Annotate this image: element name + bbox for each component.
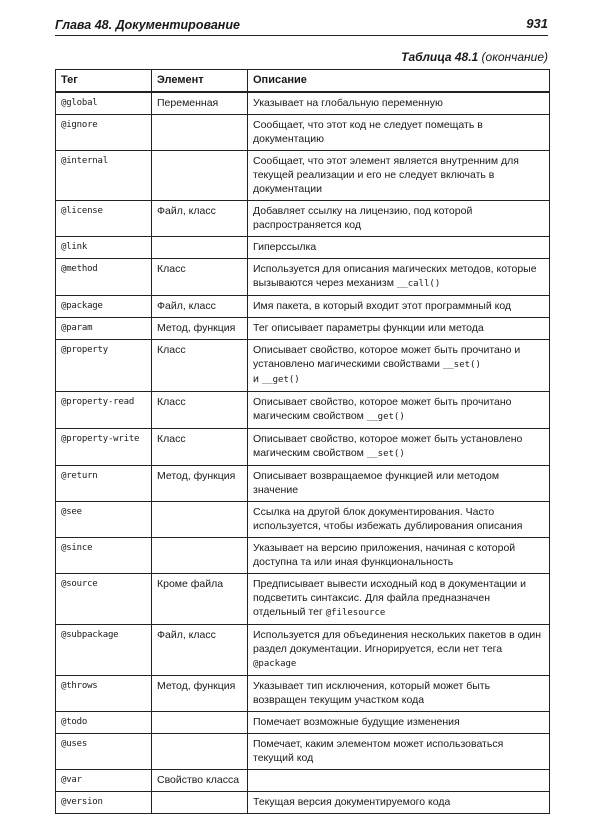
description-text: Гиперссылка [253, 241, 317, 253]
description-text: Предписывает вывести исходный код в документации и подсветить синтаксис. Для файла предназначен отдельный тег [253, 578, 526, 618]
element-cell: Метод, функция [152, 676, 248, 712]
description-cell [248, 237, 550, 259]
element-cell: Класс [152, 392, 248, 429]
tag-cell: @package [56, 296, 152, 318]
description-text: Тег описывает параметры функции или метода [253, 322, 484, 334]
tag-cell: @param [56, 318, 152, 340]
description-cell [248, 115, 550, 151]
tag-cell: @internal [56, 151, 152, 201]
tag-cell: @uses [56, 734, 152, 770]
element-cell: Файл, класс [152, 201, 248, 237]
description-text: Описывает свойство, которое может быть установлено магическим свойством [253, 433, 523, 459]
tag-cell: @property [56, 340, 152, 392]
element-cell: Кроме файла [152, 574, 248, 625]
table-row [56, 466, 550, 502]
table-row [56, 151, 550, 201]
tag-cell: @subpackage [56, 625, 152, 676]
description-cell [248, 392, 550, 429]
description-cell [248, 502, 550, 538]
inline-code: __get() [261, 375, 300, 385]
description-cell [248, 151, 550, 201]
tag-cell: @see [56, 502, 152, 538]
description-cell [248, 734, 550, 770]
element-cell [152, 502, 248, 538]
element-cell: Класс [152, 429, 248, 466]
description-cell [248, 712, 550, 734]
element-cell [152, 792, 248, 814]
description-cell [248, 792, 550, 814]
table-caption [401, 50, 548, 64]
element-cell: Файл, класс [152, 625, 248, 676]
description-text: Помечает возможные будущие изменения [253, 716, 460, 728]
description-text: Добавляет ссылку на лицензию, под которой распространяется код [253, 205, 473, 231]
page-header [55, 16, 548, 38]
tag-cell: @throws [56, 676, 152, 712]
description-cell [248, 466, 550, 502]
description-text: Текущая версия документируемого кода [253, 796, 451, 808]
description-cell [248, 429, 550, 466]
column-header-element: Элемент [152, 70, 248, 93]
tags-table [55, 69, 550, 814]
element-cell: Класс [152, 259, 248, 296]
table-row [56, 792, 550, 814]
header-rule [55, 35, 548, 36]
description-cell [248, 574, 550, 625]
column-header-tag: Тег [56, 70, 152, 93]
table-row [56, 712, 550, 734]
table-row [56, 392, 550, 429]
table-row [56, 676, 550, 712]
description-cell [248, 676, 550, 712]
description-text: Описывает свойство, которое может быть прочитано и установлено магическими свойствами [253, 344, 521, 370]
element-cell: Класс [152, 340, 248, 392]
table-row [56, 502, 550, 538]
element-cell: Метод, функция [152, 318, 248, 340]
tag-cell: @property-read [56, 392, 152, 429]
inline-code: __get() [366, 412, 405, 422]
table-header-row [56, 70, 550, 93]
table-row [56, 574, 550, 625]
description-cell [248, 340, 550, 392]
description-text: Используется для объединения нескольких пакетов в один раздел документации. Игнорируется, если нет тега [253, 629, 542, 655]
description-text: Указывает на глобальную переменную [253, 97, 443, 109]
table-row [56, 538, 550, 574]
table-caption-continuation: (окончание) [481, 50, 548, 64]
table-row [56, 115, 550, 151]
column-header-description: Описание [248, 70, 550, 93]
table-row [56, 429, 550, 466]
description-text: Сообщает, что этот код не следует помещать в документацию [253, 119, 483, 145]
description-text: Описывает возвращаемое функцией или методом значение [253, 470, 500, 496]
tag-cell: @todo [56, 712, 152, 734]
description-text-continued: и [253, 373, 259, 385]
element-cell: Файл, класс [152, 296, 248, 318]
inline-code: __set() [366, 449, 405, 459]
element-cell: Свойство класса [152, 770, 248, 792]
table-row [56, 259, 550, 296]
element-cell: Переменная [152, 92, 248, 115]
table-row [56, 318, 550, 340]
tag-cell: @method [56, 259, 152, 296]
description-text: Ссылка на другой блок документирования. Часто используется, чтобы избежать дублирования описания [253, 506, 523, 532]
tag-cell: @link [56, 237, 152, 259]
page-number: 931 [526, 16, 548, 31]
description-cell [248, 201, 550, 237]
description-text: Описывает свойство, которое может быть прочитано магическим свойством [253, 396, 512, 422]
description-text: Имя пакета, в который входит этот программный код [253, 300, 512, 312]
tag-cell: @version [56, 792, 152, 814]
tag-cell: @global [56, 92, 152, 115]
inline-code: __call() [396, 279, 441, 289]
element-cell [152, 151, 248, 201]
table-row [56, 296, 550, 318]
tag-cell: @source [56, 574, 152, 625]
description-cell [248, 538, 550, 574]
element-cell [152, 237, 248, 259]
inline-code: @package [253, 659, 297, 669]
tag-cell: @var [56, 770, 152, 792]
table-row [56, 92, 550, 115]
description-text: Указывает на версию приложения, начиная с которой доступна та или иная функциональность [253, 542, 516, 568]
element-cell: Метод, функция [152, 466, 248, 502]
table-row [56, 201, 550, 237]
description-cell [248, 259, 550, 296]
description-cell [248, 92, 550, 115]
description-text: Помечает, каким элементом может использоваться текущий код [253, 738, 504, 764]
description-cell [248, 625, 550, 676]
tag-cell: @return [56, 466, 152, 502]
tag-cell: @license [56, 201, 152, 237]
tag-cell: @property-write [56, 429, 152, 466]
table-caption-label: Таблица 48.1 [401, 50, 479, 64]
element-cell [152, 538, 248, 574]
inline-code: __set() [442, 360, 481, 370]
table-row [56, 340, 550, 392]
table-row [56, 770, 550, 792]
description-cell [248, 296, 550, 318]
tag-cell: @ignore [56, 115, 152, 151]
table-row [56, 734, 550, 770]
description-cell [248, 318, 550, 340]
element-cell [152, 115, 248, 151]
description-text: Указывает тип исключения, который может быть возвращен текущим участком кода [253, 680, 491, 706]
table-row [56, 237, 550, 259]
chapter-title: Глава 48. Документирование [55, 18, 240, 32]
element-cell [152, 712, 248, 734]
description-text: Сообщает, что этот элемент является внутренним для текущей реализации и его не следует включать в документации [253, 155, 519, 195]
table-body [56, 92, 550, 814]
description-text: Используется для описания магических методов, которые вызываются через механизм [253, 263, 537, 289]
tag-cell: @since [56, 538, 152, 574]
table-row [56, 625, 550, 676]
element-cell [152, 734, 248, 770]
inline-code: @filesource [325, 608, 386, 618]
description-cell [248, 770, 550, 792]
